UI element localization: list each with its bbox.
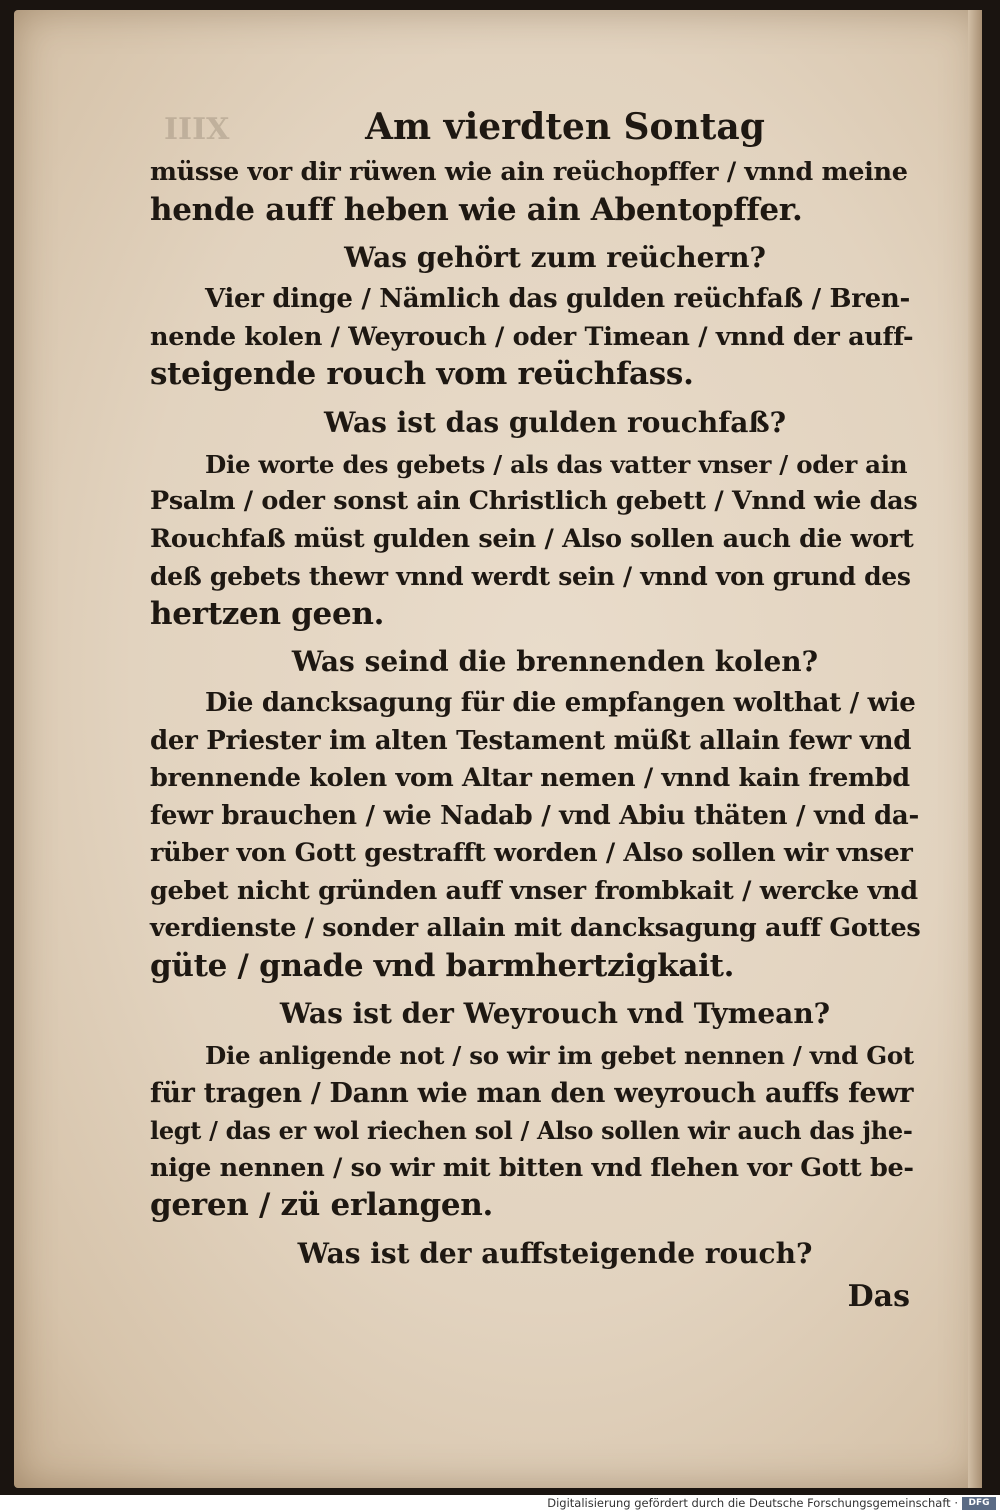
paragraph [150, 446, 920, 634]
footer-credit: Digitalisierung gefördert durch die Deutsche Forschungsgemeinschaft · [547, 1496, 958, 1510]
running-head: Am vierdten Sontag [365, 106, 765, 148]
page-text-block [150, 100, 920, 1317]
text-line: der Priester im alten Testament müßt allain fewr vnd [150, 725, 912, 756]
text-line: Vier dinge / Nämlich das gulden reüchfaß / Bren- [205, 284, 910, 314]
text-line: hertzen geen. [150, 595, 385, 632]
section-heading: Was gehört zum reüchern? [344, 241, 766, 274]
text-line: rüber von Gott gestrafft worden / Also sollen wir vnser [150, 838, 913, 868]
text-line: steigende rouch vom reüchfass. [150, 356, 694, 392]
page-edge [968, 10, 982, 1488]
paragraph [150, 685, 920, 985]
text-line: müsse vor dir rüwen wie ain reüchopffer / vnnd meine [150, 157, 908, 187]
text-line: geren / zü erlangen. [150, 1187, 494, 1223]
text-line: für tragen / Dann wie man den weyrouch auffs fewr [150, 1077, 914, 1109]
text-line: nende kolen / Weyrouch / oder Timean / vnnd der auff- [150, 321, 914, 352]
dfg-logo: DFG [962, 1497, 996, 1510]
bleed-through-text: IIIX [164, 112, 230, 147]
section-heading: Was seind die brennenden kolen? [291, 645, 819, 678]
text-line: brennende kolen vom Altar nemen / vnnd kain frembd [150, 763, 910, 793]
catchword: Das [847, 1278, 910, 1314]
paragraph [150, 154, 920, 229]
text-line: Rouchfaß müst gulden sein / Also sollen auch die wort [150, 523, 914, 554]
text-line: Die dancksagung für die empfangen wolthat / wie [205, 688, 916, 718]
text-line: fewr brauchen / wie Nadab / vnd Abiu thäten / vnd da- [150, 800, 919, 831]
text-line: nige nennen / so wir mit bitten vnd flehen vor Gott be- [150, 1152, 914, 1183]
digitization-footer [0, 1495, 1000, 1512]
text-line: verdienste / sonder allain mit dancksagung auff Gottes [150, 913, 921, 943]
text-line: legt / das er wol riechen sol / Also sollen wir auch das jhe- [150, 1116, 913, 1145]
section-heading: Was ist der Weyrouch vnd Tymean? [279, 997, 831, 1030]
text-line: Psalm / oder sonst ain Christlich gebett / Vnnd wie das [150, 486, 918, 516]
text-line: güte / gnade vnd barmhertzigkait. [150, 947, 735, 984]
section-heading: Was ist der auffsteigende rouch? [297, 1236, 813, 1270]
text-line: deß gebets thewr vnnd werdt sein / vnnd von grund des [150, 562, 911, 591]
paragraph [150, 1037, 920, 1225]
text-line: gebet nicht gründen auff vnser frombkait / wercke vnd [150, 875, 918, 906]
paragraph [150, 281, 920, 394]
page-body [150, 154, 920, 1277]
section-heading: Was ist das gulden rouchfaß? [323, 405, 787, 439]
text-line: hende auff heben wie ain Abentopffer. [150, 191, 803, 228]
text-line: Die worte des gebets / als das vatter vnser / oder ain [205, 449, 908, 479]
text-line: Die anligende not / so wir im gebet nennen / vnd Got [205, 1041, 914, 1070]
